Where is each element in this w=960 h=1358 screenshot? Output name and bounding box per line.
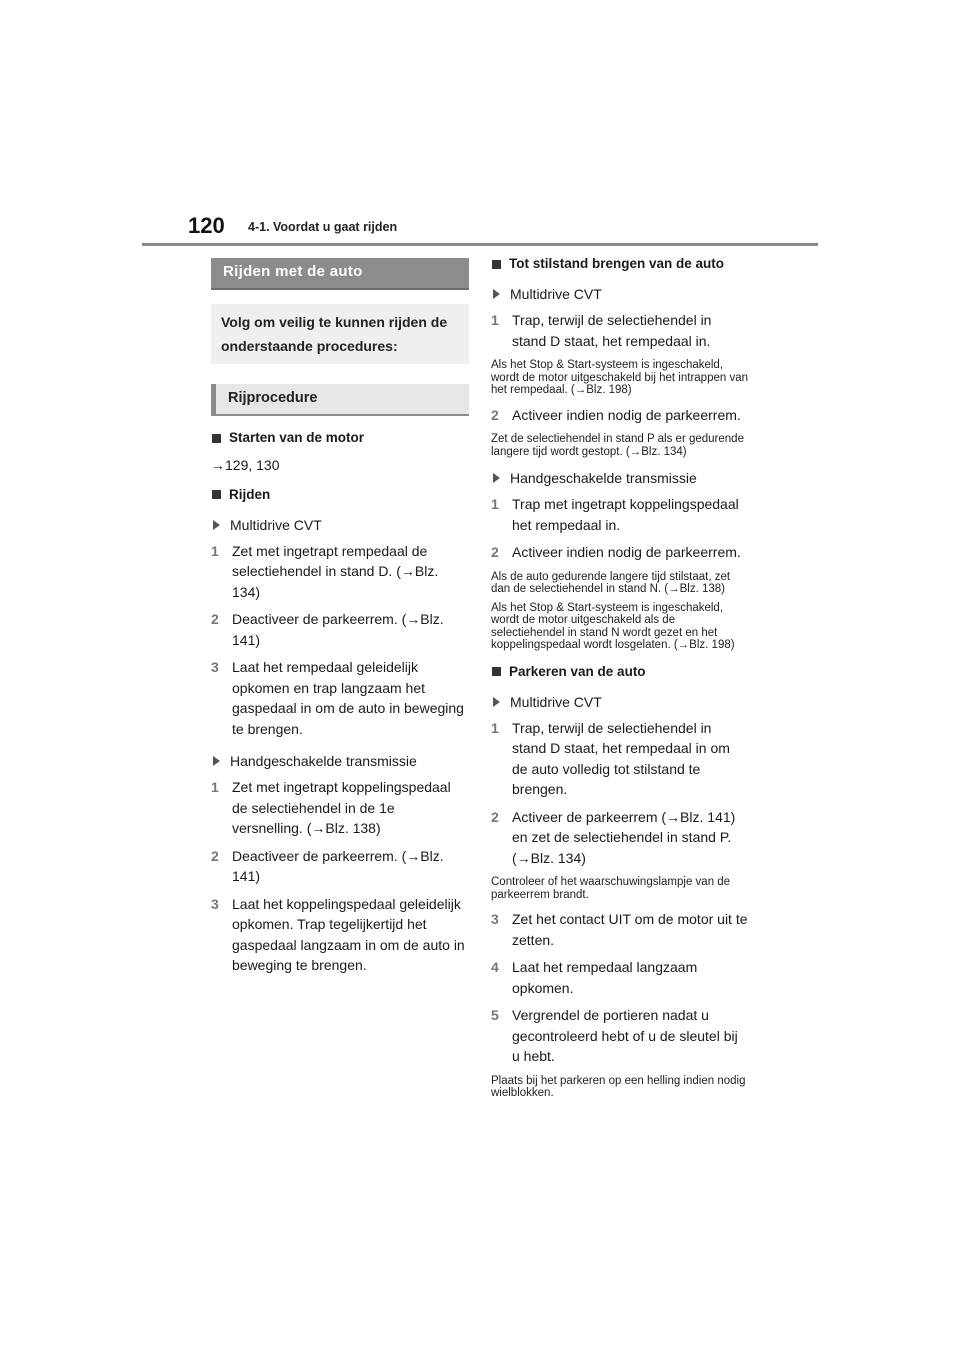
triangle-bullet-icon [493,697,500,707]
start-reference: →129, 130 [211,457,280,473]
step-item: 3 Zet het contact UIT om de motor uit te zetten. [491,911,748,948]
step-item: 1 Trap met ingetrapt koppelingspedaal het rempedaal in. [491,496,739,533]
step-item: 1 Zet met ingetrapt rempedaal de selectiehendel in stand D. (→Blz. 134) [211,542,439,600]
square-bullet-icon [212,490,221,499]
note: Als de auto gedurende langere tijd stilstaat, zet dan de selectiehendel in stand N. (→Blz. 138) [491,570,731,595]
park-heading: Parkeren van de auto [491,662,749,682]
subsection-heading: Rijprocedure [211,384,469,416]
start-heading: Starten van de motor [211,428,469,448]
header-rule [142,243,818,246]
square-bullet-icon [212,434,221,443]
note: Plaats bij het parkeren op een helling indien nodig wielblokken. [491,1074,746,1099]
step-item: 4 Laat het rempedaal langzaam opkomen. [491,959,698,996]
cvt-label: Multidrive CVT [211,515,469,535]
cvt-label: Multidrive CVT [491,284,749,304]
step-item: 2 Deactiveer de parkeerrem. (→Blz. 141) [211,847,444,884]
manual-label: Handgeschakelde transmissie [491,468,749,488]
step-item: 1 Trap, terwijl de selectiehendel in stand D staat, het rempedaal in om de auto volledig tot stilstand te brengen. [491,719,730,797]
intro-box: Volg om veilig te kunnen rijden de onderstaande procedures: [211,304,469,364]
step-item: 2 Activeer de parkeerrem (→Blz. 141) en zet de selectiehendel in stand P. (→Blz. 134) [491,808,736,866]
step-item: 2 Deactiveer de parkeerrem. (→Blz. 141) [211,611,444,648]
section-heading: Rijden met de auto [211,258,469,290]
triangle-bullet-icon [493,473,500,483]
step-item: 1 Trap, terwijl de selectiehendel in stand D staat, het rempedaal in. [491,312,712,349]
step-item: 1 Zet met ingetrapt koppelingspedaal de selectiehendel in de 1e versnelling. (→Blz. 138) [211,779,451,836]
drive-heading: Rijden [211,485,469,505]
note: Controleer of het waarschuwingslampje van de parkeerrem brandt. [491,876,731,901]
square-bullet-icon [492,667,501,676]
manual-label: Handgeschakelde transmissie [211,751,469,771]
step-item: 2 Activeer indien nodig de parkeerrem. [491,406,741,423]
triangle-bullet-icon [213,520,220,530]
right-column [491,254,749,1100]
step-item: 3 Laat het rempedaal geleidelijk opkomen en trap langzaam het gaspedaal in om de auto in beweging te brengen. [211,659,464,737]
square-bullet-icon [492,260,501,269]
stop-heading: Tot stilstand brengen van de auto [491,254,749,274]
step-item: 2 Activeer indien nodig de parkeerrem. [491,544,741,560]
page-number: 120 [188,213,225,238]
triangle-bullet-icon [493,289,500,299]
note: Als het Stop & Start-systeem is ingeschakeld, wordt de motor uitgeschakeld bij het intrappen van het rempedaal. (→Blz. 198) [491,359,748,396]
note: Zet de selectiehendel in stand P als er gedurende langere tijd wordt gestopt. (→Blz. 134) [491,433,744,458]
step-item: 3 Laat het koppelingspedaal geleidelijk opkomen. Trap tegelijkertijd het gaspedaal langzaam in om de auto in beweging te brengen. [211,895,465,973]
park-cvt-label: Multidrive CVT [491,692,749,712]
left-column [211,258,469,976]
section-title: 4-1. Voordat u gaat rijden [248,220,398,234]
triangle-bullet-icon [213,756,220,766]
step-item: 5 Vergrendel de portieren nadat u gecontroleerd hebt of u de sleutel bij u hebt. [491,1007,738,1064]
note: Als het Stop & Start-systeem is ingeschakeld, wordt de motor uitgeschakeld als de selectiehendel in stand N wordt gezet en het koppelingspedaal wordt losgelaten. (→Blz. 198) [491,601,735,651]
